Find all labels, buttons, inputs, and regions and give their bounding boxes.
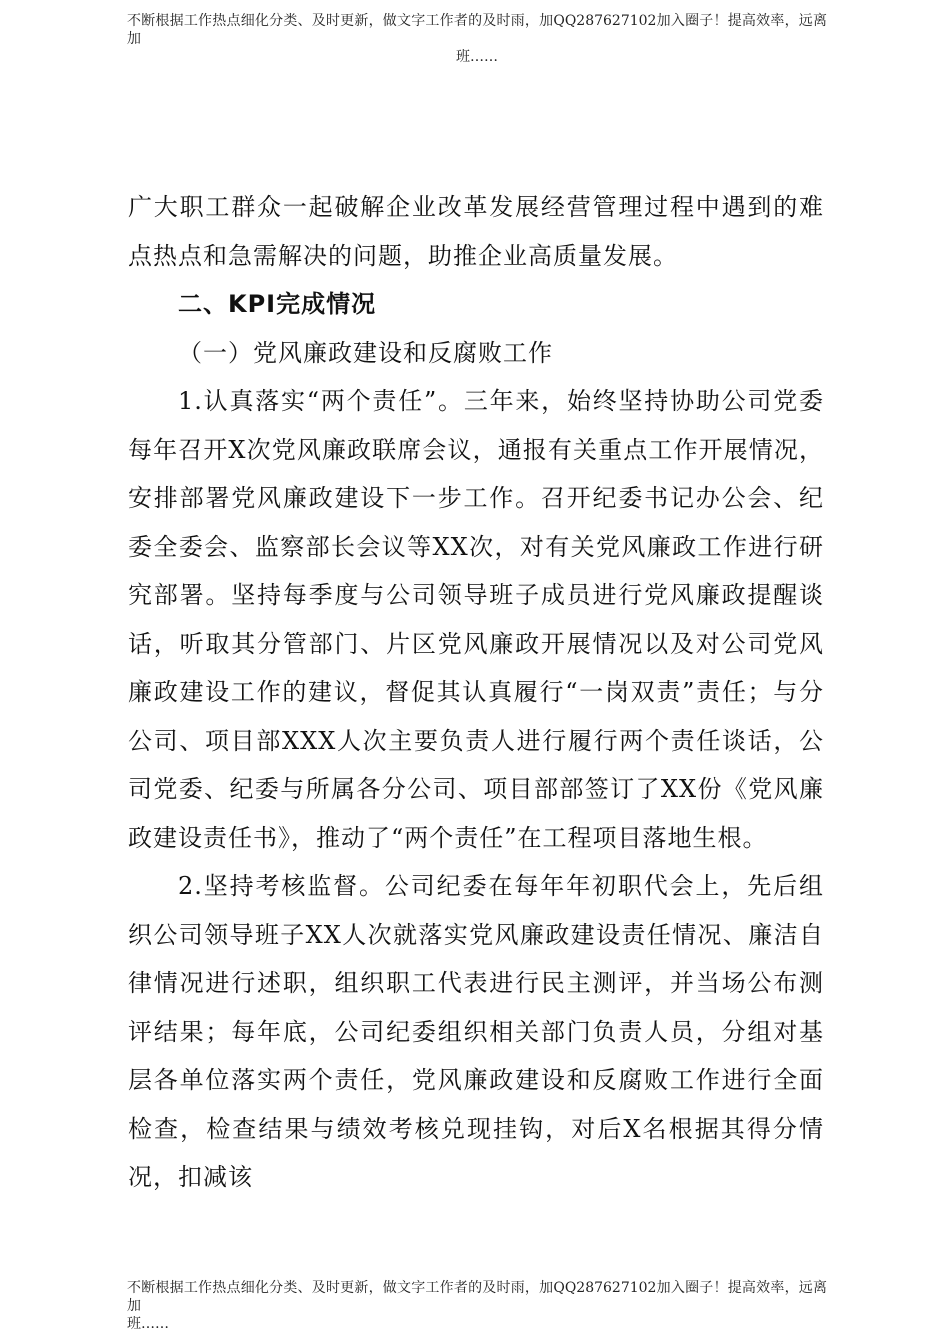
subsection-heading: （一）党风廉政建设和反腐败工作 bbox=[178, 338, 553, 367]
section-heading: 二、KPI完成情况 bbox=[178, 290, 377, 318]
page-header-note bbox=[127, 12, 827, 66]
paragraph-2: 2.坚持考核监督。公司纪委在每年年初职代会上，先后组织公司领导班子XX人次就落实党风廉政建设责任情况、廉洁自律情况进行述职，组织职工代表进行民主测评，并当场公布测评结果；每年底，公司纪委组织相关部门负责人员，分组对基层各单位落实两个责任，党风廉政建设和反腐败工作进行全面检查，检查结果与绩效考核兑现挂钩，对后X名根据其得分情况，扣减该 bbox=[128, 872, 824, 1191]
footer-line-2: 班…… bbox=[127, 1316, 169, 1332]
header-line-1: 不断根据工作热点细化分类、及时更新，做文字工作者的及时雨，加QQ287627102加入圈子！提高效率，远离加 bbox=[127, 13, 827, 47]
intro-paragraph: 广大职工群众一起破解企业改革发展经营管理过程中遇到的难点热点和急需解决的问题，助推企业高质量发展。 bbox=[128, 193, 824, 270]
paragraph-1: 1.认真落实“两个责任”。三年来，始终坚持协助公司党委每年召开X次党风廉政联席会议，通报有关重点工作开展情况，安排部署党风廉政建设下一步工作。召开纪委书记办公会、纪委全委会、监察部长会议等XX次，对有关党风廉政工作进行研究部署。坚持每季度与公司领导班子成员进行党风廉政提醒谈话，听取其分管部门、片区党风廉政开展情况以及对公司党风廉政建设工作的建议，督促其认真履行“一岗双责”责任；与分公司、项目部XXX人次主要负责人进行履行两个责任谈话，公司党委、纪委与所属各分公司、项目部部签订了XX份《党风廉政建设责任书》，推动了“两个责任”在工程项目落地生根。 bbox=[128, 387, 824, 852]
document-body bbox=[128, 183, 824, 1202]
footer-line-1: 不断根据工作热点细化分类、及时更新，做文字工作者的及时雨，加QQ287627102加入圈子！提高效率，远离加 bbox=[127, 1280, 827, 1314]
page-footer-note bbox=[127, 1279, 827, 1333]
header-line-2: 班…… bbox=[456, 49, 498, 65]
